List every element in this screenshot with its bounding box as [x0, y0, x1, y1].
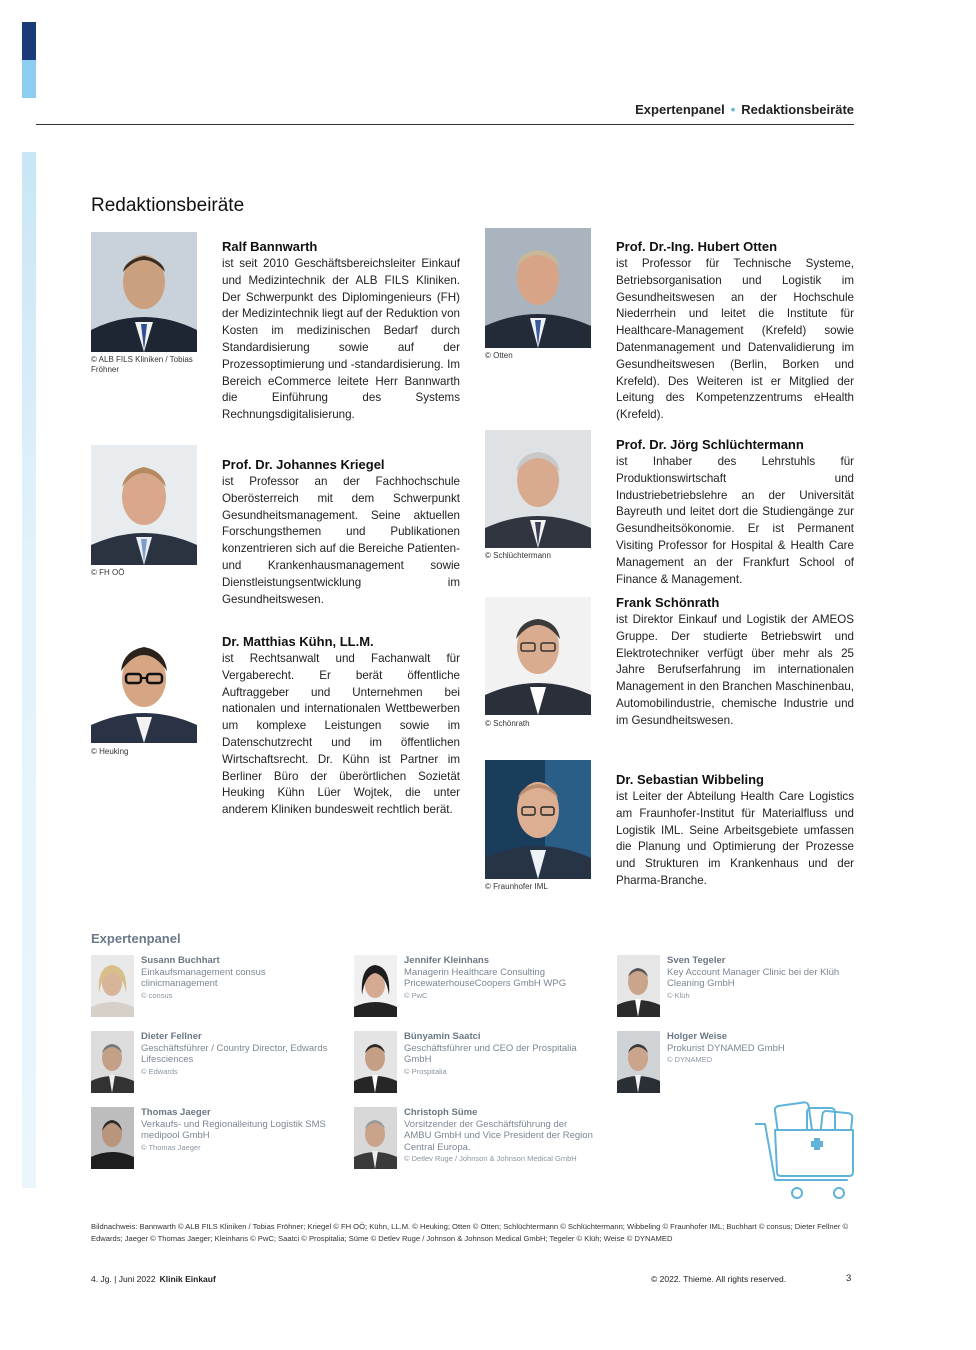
portrait-otten [485, 228, 591, 348]
panel-member-name: Holger Weise [667, 1031, 728, 1042]
panel-member-credit: © Klüh [667, 990, 690, 1000]
photo-credit: © Fraunhofer IML [485, 882, 548, 891]
panel-member-photo [354, 955, 397, 1017]
accent-stripe-dark [22, 22, 36, 60]
bio-name: Prof. Dr. Jörg Schlüchtermann [616, 437, 804, 452]
portrait-kuehn [91, 627, 197, 743]
portrait-kriegel [91, 445, 197, 565]
panel-member-photo [91, 955, 134, 1017]
panel-member-credit: © Detlev Ruge / Johnson & Johnson Medical GmbH [404, 1154, 577, 1163]
bio-schluechtermann [616, 437, 854, 588]
photo-credit: © ALB FILS Kliniken / Tobias Fröhner [91, 355, 193, 374]
panel-member-name: Jennifer Kleinhans [404, 955, 489, 966]
bio-text: ist Professor an der Fachhochschule Oberösterreich mit dem Schwerpunkt Gesundheitsmanagement. Seine aktuellen Forschungsthemen und Publikationen konzentrieren sich auf die Bereiche Patienten- und Krankenhausmanagement sowie Dienstleistungsentwicklung im Gesundheitswesen. [222, 475, 460, 606]
photo-credit: © Heuking [91, 747, 129, 756]
header-separator: • [730, 102, 736, 117]
panel-member-name: Susann Buchhart [141, 955, 220, 966]
bio-text: ist Leiter der Abteilung Health Care Logistics am Fraunhofer-Institut für Materialfluss und Logistik IML. Seine Arbeitsgebiete umfassen die Planung und Optimierung der Prozesse und Strukturen im Krankenhaus und der Pharma-Branche. [616, 790, 854, 887]
panel-member-photo [91, 1107, 134, 1169]
bio-name: Prof. Dr.-Ing. Hubert Otten [616, 239, 778, 254]
footer-copyright: © 2022. Thieme. All rights reserved. [651, 1274, 787, 1284]
panel-member-credit: © PwC [404, 990, 428, 1000]
bio-text: ist Rechtsanwalt und Fachanwalt für Vergaberecht. Er berät öffentliche Auftraggeber und Unternehmen bei nationalen und internationalen Wettbewerben um komplexe Leistungen sowie im Datenschutzrecht und im öffentlichen Wirtschaftsrecht. Dr. Kühn ist Partner im Berliner Büro der überörtlichen Sozietät Heuking Kühn Lüer Wojtek, die unter anderem Kliniken bundesweit rechtlich berät. [222, 652, 460, 817]
panel-member-credit: © consus [141, 990, 173, 1000]
page-title: Redaktionsbeiräte [91, 195, 245, 216]
bio-name: Dr. Matthias Kühn, LL.M. [222, 634, 374, 649]
photo-credit: © Schönrath [485, 719, 530, 728]
bio-text: ist Professor für Technische Systeme, Betriebsorganisation und Logistik im Gesundheitswesen an der Hochschule Niederrhein und leitet die Institute für Healthcare-Management (Krefeld) sowie Datenmanagement und Datenvalidierung im Gesundheitswesen (Berlin, Borken und Krefeld). Des Weiteren ist er Mitglied der Leitung des Kompetenzzentrums eHealth (Krefeld). [616, 257, 854, 422]
panel-member-role: Prokurist DYNAMED GmbH [667, 1042, 785, 1054]
bio-otten [616, 239, 854, 424]
bio-name: Frank Schönrath [616, 595, 720, 610]
bio-wibbeling [616, 772, 854, 890]
panel-member-name: Sven Tegeler [667, 955, 726, 966]
accent-stripe-light [22, 60, 36, 98]
bio-kuehn [222, 634, 460, 819]
panel-member-role: Managerin Healthcare Consulting PricewaterhouseCoopers GmbH WPG [404, 966, 567, 989]
panel-member-photo [617, 1031, 660, 1093]
panel-member-photo [91, 1031, 134, 1093]
bio-name: Dr. Sebastian Wibbeling [616, 772, 764, 787]
expert-panel-title: Expertenpanel [91, 931, 181, 946]
bio-text: ist Inhaber des Lehrstuhls für Produktionswirtschaft und Industriebetriebslehre an der Universität Bayreuth und leitet dort die Studiengänge zur Gesundheitsökonomie. Er ist Permanent Visiting Professor for Hospital & Health Care Management an der Frankfurt School of Finance & Management. [616, 455, 854, 586]
panel-member-role: Key Account Manager Clinic bei der Klüh Cleaning GmbH [667, 966, 840, 989]
footer-issue-text: 4. Jg. | Juni 2022 [91, 1274, 156, 1284]
photo-credit: © Otten [485, 351, 513, 360]
panel-member-name: Dieter Fellner [141, 1031, 202, 1042]
picture-credits: Bildnachweis: Bannwarth © ALB FILS Kliniken / Tobias Fröhner; Kriegel © FH OÖ; Kühn, LL.M. © Heuking; Otten © Otten; Schlüchtermann © Schlüchtermann; Wibbeling © Fraunhofer IML; Buchhart © consus; Dieter Fellner © Edwards; Jaeger © Thomas Jaeger; Kleinhans © PwC; Saatci © Prospitalia; Süme © Detlev Ruge / Johnson & Johnson Medical GmbH; Tegeler © Klüh; Weise © DYNAMED [91, 1222, 849, 1243]
footer-magazine: Klinik Einkauf [159, 1274, 216, 1284]
bio-kriegel [222, 457, 460, 608]
bio-schoenrath [616, 595, 854, 730]
panel-member-name: Thomas Jaeger [141, 1107, 211, 1118]
bio-name: Prof. Dr. Johannes Kriegel [222, 457, 385, 472]
medical-cart-icon [755, 1100, 857, 1207]
panel-member-credit: © Prospitalia [404, 1066, 447, 1076]
portrait-wibbeling [485, 760, 591, 879]
side-gradient-bar [22, 152, 36, 1188]
panel-member-photo [617, 955, 660, 1017]
photo-credit: © FH OÖ [91, 568, 125, 577]
bio-text: ist seit 2010 Geschäftsbereichsleiter Einkauf und Medizintechnik der ALB FILS Kliniken. Der Schwerpunkt des Diplomingenieurs (FH) der Medizintechnik liegt auf der Reduktion von Kosten im medizinischen Bedarf durch Standardisierung sowie auf der Prozessoptimierung und -standardisierung. Im Bereich eCommerce leitete Herr Bannwarth die Einführung des Systems Rechnungsdigitalisierung. [222, 257, 460, 422]
header-section: Expertenpanel [635, 102, 725, 117]
portrait-schoenrath [485, 597, 591, 715]
panel-member-role: Einkaufsmanagement consus clinicmanagement [141, 966, 266, 989]
bio-bannwarth [222, 239, 460, 424]
panel-member-credit: © Thomas Jaeger [141, 1142, 201, 1152]
panel-member-role: Vorsitzender der Geschäftsführung der AMBU GmbH und Vice President der Region Central Europa. [404, 1118, 593, 1153]
panel-member-name: Christoph Süme [404, 1107, 478, 1118]
header-subsection: Redaktionsbeiräte [741, 102, 854, 117]
panel-member-name: Bünyamin Saatci [404, 1031, 481, 1042]
bio-text: ist Direktor Einkauf und Logistik der AMEOS Gruppe. Der studierte Betriebswirt und Elektrotechniker verfügt über mehr als 25 Jahre Berufserfahrung im internationalen Management in den Branchen Maschinenbau, Automobilindustrie, chemische Industrie und im Gesundheitswesen. [616, 613, 854, 727]
panel-member-role: Verkaufs- und Regionalleitung Logistik SMS medipool GmbH [141, 1118, 326, 1141]
running-header [635, 102, 854, 117]
footer-issue [91, 1274, 216, 1284]
panel-member-credit: © Edwards [141, 1066, 178, 1076]
header-divider [36, 124, 854, 125]
panel-member-credit: © DYNAMED [667, 1055, 713, 1064]
portrait-schluechtermann [485, 430, 591, 548]
portrait-bannwarth [91, 232, 197, 352]
panel-member-photo [354, 1107, 397, 1169]
panel-member-role: Geschäftsführer / Country Director, Edwards Lifesciences [141, 1042, 328, 1065]
panel-member-photo [354, 1031, 397, 1093]
panel-member-role: Geschäftsführer und CEO der Prospitalia GmbH [404, 1042, 577, 1065]
photo-credit: © Schlüchtermann [485, 551, 551, 560]
page-number: 3 [846, 1273, 852, 1284]
bio-name: Ralf Bannwarth [222, 239, 318, 254]
